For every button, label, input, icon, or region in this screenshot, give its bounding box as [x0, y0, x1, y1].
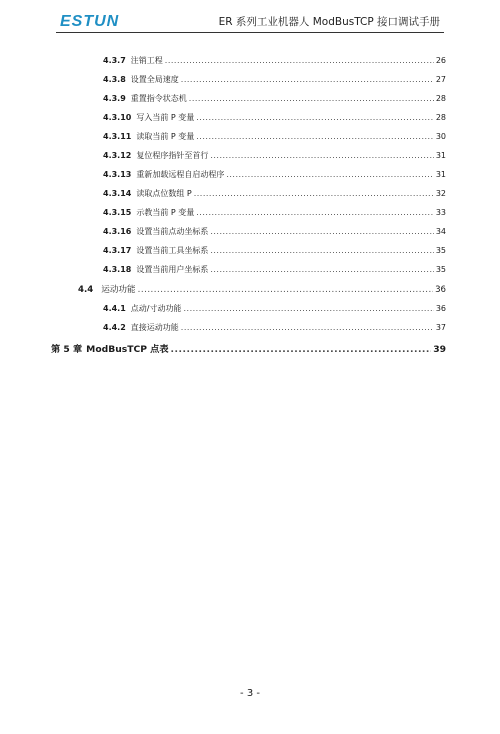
header-divider: [56, 32, 444, 33]
dot-leader: [210, 151, 433, 160]
toc-entry-number: 4.3.16: [103, 227, 132, 236]
toc-entry-page: 35: [435, 246, 446, 255]
dot-leader: [196, 132, 434, 141]
toc-entry[interactable]: [103, 207, 446, 218]
dot-leader: [226, 170, 433, 179]
page-header: [0, 0, 500, 40]
toc-entry[interactable]: [103, 264, 446, 275]
toc-entry-title: 直接运动功能: [130, 323, 179, 332]
toc-entry-title: 运动功能: [101, 285, 136, 295]
toc-entry-number: 4.3.10: [103, 113, 132, 122]
toc-entry[interactable]: [103, 322, 446, 333]
toc-entry-number: 4.3.18: [103, 265, 132, 274]
toc-entry-number: 4.4.1: [103, 304, 126, 313]
toc-entry-page: 32: [435, 189, 446, 198]
toc-entry-page: 26: [435, 56, 446, 65]
toc-entry-title: 示教当前 P 变量: [136, 208, 195, 217]
toc-entry-title: 设置当前工具坐标系: [136, 246, 209, 255]
toc-entry-title: 点动/寸动功能: [130, 304, 182, 313]
toc-entry-title: ModBusTCP 点表: [86, 344, 169, 355]
toc-entry-number: 4.3.15: [103, 208, 132, 217]
toc-entry-page: 33: [435, 208, 446, 217]
toc-entry-page: 39: [433, 344, 446, 355]
toc-entry-number: 4.4: [78, 285, 94, 295]
toc-entry-page: 27: [435, 75, 446, 84]
toc-entry-title: 写入当前 P 变量: [136, 113, 195, 122]
toc-entry[interactable]: [103, 55, 446, 66]
dot-leader: [165, 56, 434, 65]
dot-leader: [210, 246, 433, 255]
toc-entry-title: 读取当前 P 变量: [136, 132, 195, 141]
dot-leader: [183, 304, 433, 313]
dot-leader: [181, 75, 434, 84]
toc-entry-number: 4.3.14: [103, 189, 132, 198]
toc-entry[interactable]: [103, 303, 446, 314]
toc-entry-page: 34: [435, 227, 446, 236]
toc-section-entry[interactable]: [78, 283, 446, 295]
toc-entry-page: 35: [435, 265, 446, 274]
toc-entry-page: 28: [435, 94, 446, 103]
toc-entry[interactable]: [103, 112, 446, 123]
toc-entry-page: 28: [435, 113, 446, 122]
toc-entry-title: 读取点位数组 P: [136, 189, 192, 198]
dot-leader: [189, 94, 434, 103]
toc-entry-number: 4.3.7: [103, 56, 126, 65]
toc-entry-title: 复位程序指针至首行: [136, 151, 209, 160]
toc-entry-title: 注销工程: [130, 56, 163, 65]
dot-leader: [196, 113, 434, 122]
dot-leader: [210, 265, 433, 274]
toc-entry-number: 4.3.11: [103, 132, 132, 141]
toc-entry[interactable]: [103, 131, 446, 142]
toc-entry[interactable]: [103, 226, 446, 237]
toc-entry[interactable]: [103, 93, 446, 104]
toc-entry[interactable]: [103, 245, 446, 256]
dot-leader: [196, 208, 434, 217]
toc-entry-page: 31: [435, 151, 446, 160]
dot-leader: [194, 189, 434, 198]
toc-entry-number: 4.3.13: [103, 170, 132, 179]
estun-logo: ESTUN: [60, 13, 120, 30]
toc-entry-page: 31: [435, 170, 446, 179]
toc-entry-number: 4.3.12: [103, 151, 132, 160]
dot-leader: [210, 227, 433, 236]
toc-entry-page: 36: [435, 304, 446, 313]
toc-entry[interactable]: [103, 150, 446, 161]
toc-entry-page: 36: [435, 285, 446, 295]
dot-leader: [138, 285, 433, 295]
dot-leader: [171, 344, 432, 355]
toc-entry-number: 4.4.2: [103, 323, 126, 332]
manual-title: ER 系列工业机器人 ModBusTCP 接口调试手册: [218, 16, 440, 28]
toc-entry-number: 第 5 章: [51, 344, 83, 355]
toc-entry-title: 设置全局速度: [130, 75, 179, 84]
toc-entry[interactable]: [103, 188, 446, 199]
dot-leader: [181, 323, 434, 332]
toc-chapter-entry[interactable]: [51, 341, 446, 355]
toc-entry-number: 4.3.9: [103, 94, 126, 103]
page-number: - 3 -: [240, 688, 260, 699]
toc-entry[interactable]: [103, 169, 446, 180]
toc-entry-title: 重新加载远程自启动程序: [136, 170, 225, 179]
toc-entry-number: 4.3.17: [103, 246, 132, 255]
toc-entry-page: 37: [435, 323, 446, 332]
toc-entry[interactable]: [103, 74, 446, 85]
toc-entry-title: 重置指令状态机: [130, 94, 187, 103]
toc-entry-page: 30: [435, 132, 446, 141]
toc-entry-title: 设置当前点动坐标系: [136, 227, 209, 236]
toc-entry-number: 4.3.8: [103, 75, 126, 84]
toc-entry-title: 设置当前用户坐标系: [136, 265, 209, 274]
